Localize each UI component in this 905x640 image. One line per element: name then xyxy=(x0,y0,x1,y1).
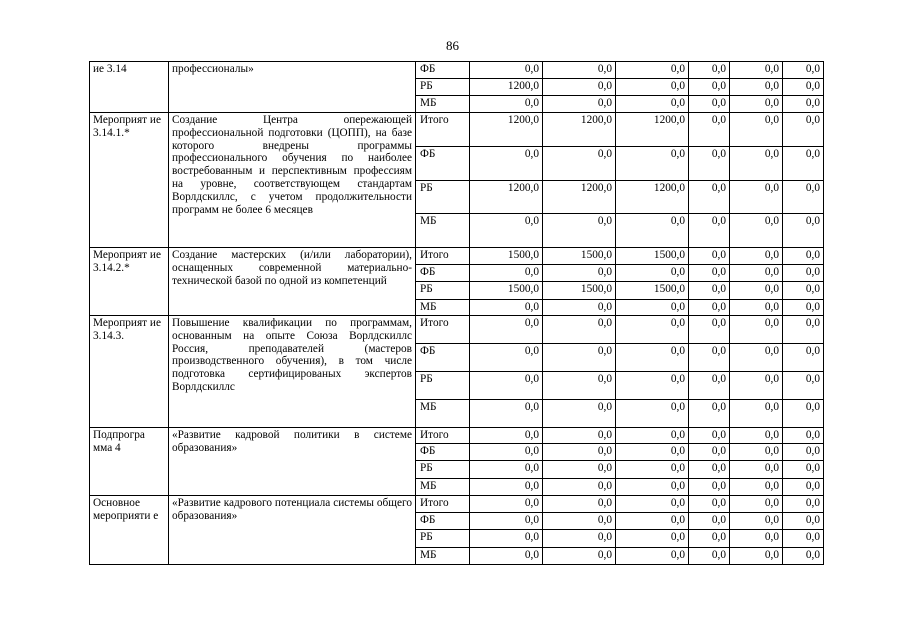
amount-cell: 0,0 xyxy=(616,461,689,479)
amount-cell: 0,0 xyxy=(730,248,783,265)
amount-cell: 0,0 xyxy=(783,548,824,565)
funding-source: РБ xyxy=(416,282,470,300)
amount-cell: 0,0 xyxy=(783,113,824,147)
table-row xyxy=(90,248,824,265)
amount-cell: 0,0 xyxy=(730,548,783,565)
amount-cell: 0,0 xyxy=(730,62,783,79)
funding-source: МБ xyxy=(416,300,470,316)
amount-cell: 0,0 xyxy=(689,530,730,548)
amount-cell: 0,0 xyxy=(616,444,689,461)
amount-cell: 0,0 xyxy=(470,147,543,181)
amount-cell: 0,0 xyxy=(543,372,616,400)
amount-cell: 1500,0 xyxy=(616,282,689,300)
amount-cell: 0,0 xyxy=(730,428,783,444)
amount-cell: 0,0 xyxy=(689,62,730,79)
amount-cell: 0,0 xyxy=(730,300,783,316)
funding-source: РБ xyxy=(416,181,470,214)
amount-cell: 0,0 xyxy=(616,344,689,372)
measure-description: Создание Центра опережающей профессиональной подготовки (ЦОПП), на базе которого внедрены программы профессионального обучения по наиболее востребованным и перспективным профессиям на уровне, соответствующем стандартам Ворлдскиллс, с учетом продолжительности программ не более 6 месяцев xyxy=(169,113,416,248)
amount-cell: 0,0 xyxy=(543,496,616,513)
amount-cell: 0,0 xyxy=(689,300,730,316)
amount-cell: 0,0 xyxy=(689,214,730,248)
measure-code: Подпрогра мма 4 xyxy=(90,428,169,496)
amount-cell: 1200,0 xyxy=(543,113,616,147)
amount-cell: 0,0 xyxy=(730,444,783,461)
funding-source: Итого xyxy=(416,316,470,344)
amount-cell: 0,0 xyxy=(730,530,783,548)
amount-cell: 0,0 xyxy=(689,461,730,479)
amount-cell: 0,0 xyxy=(543,479,616,496)
amount-cell: 0,0 xyxy=(470,372,543,400)
amount-cell: 1500,0 xyxy=(616,248,689,265)
funding-source: МБ xyxy=(416,479,470,496)
amount-cell: 0,0 xyxy=(783,316,824,344)
funding-source: ФБ xyxy=(416,147,470,181)
amount-cell: 0,0 xyxy=(470,214,543,248)
funding-source: РБ xyxy=(416,530,470,548)
table-row xyxy=(90,496,824,513)
amount-cell: 0,0 xyxy=(616,62,689,79)
amount-cell: 0,0 xyxy=(543,548,616,565)
amount-cell: 0,0 xyxy=(730,214,783,248)
amount-cell: 0,0 xyxy=(730,496,783,513)
funding-source: ФБ xyxy=(416,265,470,282)
budget-table xyxy=(89,61,824,565)
amount-cell: 0,0 xyxy=(616,214,689,248)
measure-code: Мероприят ие 3.14.3. xyxy=(90,316,169,428)
amount-cell: 0,0 xyxy=(689,400,730,428)
funding-source: РБ xyxy=(416,461,470,479)
measure-description: «Развитие кадрового потенциала системы общего образования» xyxy=(169,496,416,565)
amount-cell: 0,0 xyxy=(543,214,616,248)
table-row xyxy=(90,113,824,147)
amount-cell: 0,0 xyxy=(730,461,783,479)
amount-cell: 0,0 xyxy=(783,96,824,113)
amount-cell: 0,0 xyxy=(470,513,543,530)
amount-cell: 0,0 xyxy=(616,147,689,181)
amount-cell: 0,0 xyxy=(616,96,689,113)
amount-cell: 0,0 xyxy=(783,300,824,316)
amount-cell: 0,0 xyxy=(730,344,783,372)
amount-cell: 0,0 xyxy=(689,372,730,400)
amount-cell: 0,0 xyxy=(689,316,730,344)
amount-cell: 0,0 xyxy=(470,96,543,113)
amount-cell: 0,0 xyxy=(543,62,616,79)
amount-cell: 0,0 xyxy=(730,147,783,181)
measure-code: Основное мероприяти е xyxy=(90,496,169,565)
amount-cell: 0,0 xyxy=(470,62,543,79)
measure-description: Создание мастерских (и/или лаборатории), оснащенных современной материально-технической базой по одной из компетенций xyxy=(169,248,416,316)
amount-cell: 0,0 xyxy=(616,548,689,565)
amount-cell: 0,0 xyxy=(470,530,543,548)
amount-cell: 1500,0 xyxy=(470,248,543,265)
amount-cell: 0,0 xyxy=(543,400,616,428)
amount-cell: 0,0 xyxy=(616,513,689,530)
amount-cell: 0,0 xyxy=(616,372,689,400)
amount-cell: 0,0 xyxy=(543,461,616,479)
amount-cell: 0,0 xyxy=(783,461,824,479)
amount-cell: 1200,0 xyxy=(616,113,689,147)
amount-cell: 0,0 xyxy=(783,496,824,513)
amount-cell: 0,0 xyxy=(689,96,730,113)
amount-cell: 0,0 xyxy=(689,79,730,96)
amount-cell: 0,0 xyxy=(783,400,824,428)
amount-cell: 0,0 xyxy=(783,444,824,461)
amount-cell: 0,0 xyxy=(470,344,543,372)
funding-source: Итого xyxy=(416,496,470,513)
measure-code: Мероприят ие 3.14.1.* xyxy=(90,113,169,248)
funding-source: ФБ xyxy=(416,513,470,530)
amount-cell: 0,0 xyxy=(783,530,824,548)
measure-code: Мероприят ие 3.14.2.* xyxy=(90,248,169,316)
amount-cell: 0,0 xyxy=(543,428,616,444)
funding-source: Итого xyxy=(416,113,470,147)
amount-cell: 0,0 xyxy=(783,79,824,96)
amount-cell: 0,0 xyxy=(689,282,730,300)
amount-cell: 0,0 xyxy=(616,479,689,496)
table-row xyxy=(90,62,824,79)
funding-source: ФБ xyxy=(416,344,470,372)
measure-description: Повышение квалификации по программам, основанным на опыте Союза Ворлдскиллс Россия, преподавателей (мастеров производственного обучения), в том числе подготовка сертифицированых экспертов Ворлдскиллс xyxy=(169,316,416,428)
amount-cell: 0,0 xyxy=(689,181,730,214)
amount-cell: 0,0 xyxy=(543,265,616,282)
amount-cell: 1200,0 xyxy=(616,181,689,214)
amount-cell: 0,0 xyxy=(689,444,730,461)
amount-cell: 0,0 xyxy=(470,400,543,428)
amount-cell: 0,0 xyxy=(543,300,616,316)
page-number: 86 xyxy=(446,38,459,53)
amount-cell: 1500,0 xyxy=(543,248,616,265)
amount-cell: 1500,0 xyxy=(470,282,543,300)
amount-cell: 0,0 xyxy=(730,265,783,282)
funding-source: МБ xyxy=(416,548,470,565)
amount-cell: 0,0 xyxy=(783,344,824,372)
funding-source: РБ xyxy=(416,372,470,400)
measure-description: «Развитие кадровой политики в системе образования» xyxy=(169,428,416,496)
amount-cell: 0,0 xyxy=(470,428,543,444)
amount-cell: 0,0 xyxy=(689,479,730,496)
amount-cell: 0,0 xyxy=(470,265,543,282)
amount-cell: 0,0 xyxy=(616,300,689,316)
amount-cell: 0,0 xyxy=(689,147,730,181)
amount-cell: 0,0 xyxy=(783,513,824,530)
amount-cell: 0,0 xyxy=(783,265,824,282)
amount-cell: 0,0 xyxy=(543,530,616,548)
amount-cell: 0,0 xyxy=(783,181,824,214)
amount-cell: 0,0 xyxy=(689,344,730,372)
amount-cell: 0,0 xyxy=(543,316,616,344)
amount-cell: 0,0 xyxy=(783,428,824,444)
amount-cell: 1200,0 xyxy=(470,181,543,214)
amount-cell: 0,0 xyxy=(730,113,783,147)
funding-source: МБ xyxy=(416,96,470,113)
amount-cell: 0,0 xyxy=(470,461,543,479)
amount-cell: 0,0 xyxy=(730,96,783,113)
amount-cell: 0,0 xyxy=(470,300,543,316)
amount-cell: 0,0 xyxy=(543,444,616,461)
amount-cell: 0,0 xyxy=(730,316,783,344)
amount-cell: 0,0 xyxy=(543,79,616,96)
amount-cell: 0,0 xyxy=(730,79,783,96)
amount-cell: 0,0 xyxy=(543,513,616,530)
amount-cell: 1200,0 xyxy=(470,113,543,147)
amount-cell: 0,0 xyxy=(470,444,543,461)
amount-cell: 0,0 xyxy=(730,513,783,530)
table-row xyxy=(90,428,824,444)
amount-cell: 0,0 xyxy=(730,479,783,496)
amount-cell: 1200,0 xyxy=(470,79,543,96)
funding-source: ФБ xyxy=(416,444,470,461)
amount-cell: 0,0 xyxy=(730,181,783,214)
amount-cell: 0,0 xyxy=(470,479,543,496)
amount-cell: 0,0 xyxy=(470,316,543,344)
funding-source: РБ xyxy=(416,79,470,96)
amount-cell: 0,0 xyxy=(543,96,616,113)
amount-cell: 0,0 xyxy=(730,372,783,400)
budget-table-body xyxy=(90,62,824,565)
amount-cell: 0,0 xyxy=(783,282,824,300)
amount-cell: 0,0 xyxy=(543,147,616,181)
amount-cell: 0,0 xyxy=(689,248,730,265)
amount-cell: 0,0 xyxy=(689,548,730,565)
amount-cell: 0,0 xyxy=(616,400,689,428)
amount-cell: 0,0 xyxy=(689,265,730,282)
funding-source: ФБ xyxy=(416,62,470,79)
amount-cell: 0,0 xyxy=(616,496,689,513)
measure-code: ие 3.14 xyxy=(90,62,169,113)
funding-source: МБ xyxy=(416,400,470,428)
amount-cell: 0,0 xyxy=(730,400,783,428)
amount-cell: 1500,0 xyxy=(543,282,616,300)
amount-cell: 0,0 xyxy=(616,79,689,96)
amount-cell: 0,0 xyxy=(689,428,730,444)
funding-source: Итого xyxy=(416,428,470,444)
amount-cell: 0,0 xyxy=(689,496,730,513)
amount-cell: 0,0 xyxy=(543,344,616,372)
amount-cell: 0,0 xyxy=(616,428,689,444)
funding-source: Итого xyxy=(416,248,470,265)
amount-cell: 0,0 xyxy=(783,248,824,265)
amount-cell: 0,0 xyxy=(470,548,543,565)
amount-cell: 0,0 xyxy=(730,282,783,300)
funding-source: МБ xyxy=(416,214,470,248)
amount-cell: 0,0 xyxy=(783,479,824,496)
amount-cell: 0,0 xyxy=(689,113,730,147)
amount-cell: 0,0 xyxy=(783,62,824,79)
table-row xyxy=(90,316,824,344)
amount-cell: 0,0 xyxy=(783,147,824,181)
amount-cell: 0,0 xyxy=(689,513,730,530)
measure-description: профессионалы» xyxy=(169,62,416,113)
amount-cell: 0,0 xyxy=(616,265,689,282)
amount-cell: 0,0 xyxy=(783,214,824,248)
amount-cell: 0,0 xyxy=(470,496,543,513)
amount-cell: 0,0 xyxy=(616,316,689,344)
amount-cell: 0,0 xyxy=(783,372,824,400)
amount-cell: 0,0 xyxy=(616,530,689,548)
amount-cell: 1200,0 xyxy=(543,181,616,214)
